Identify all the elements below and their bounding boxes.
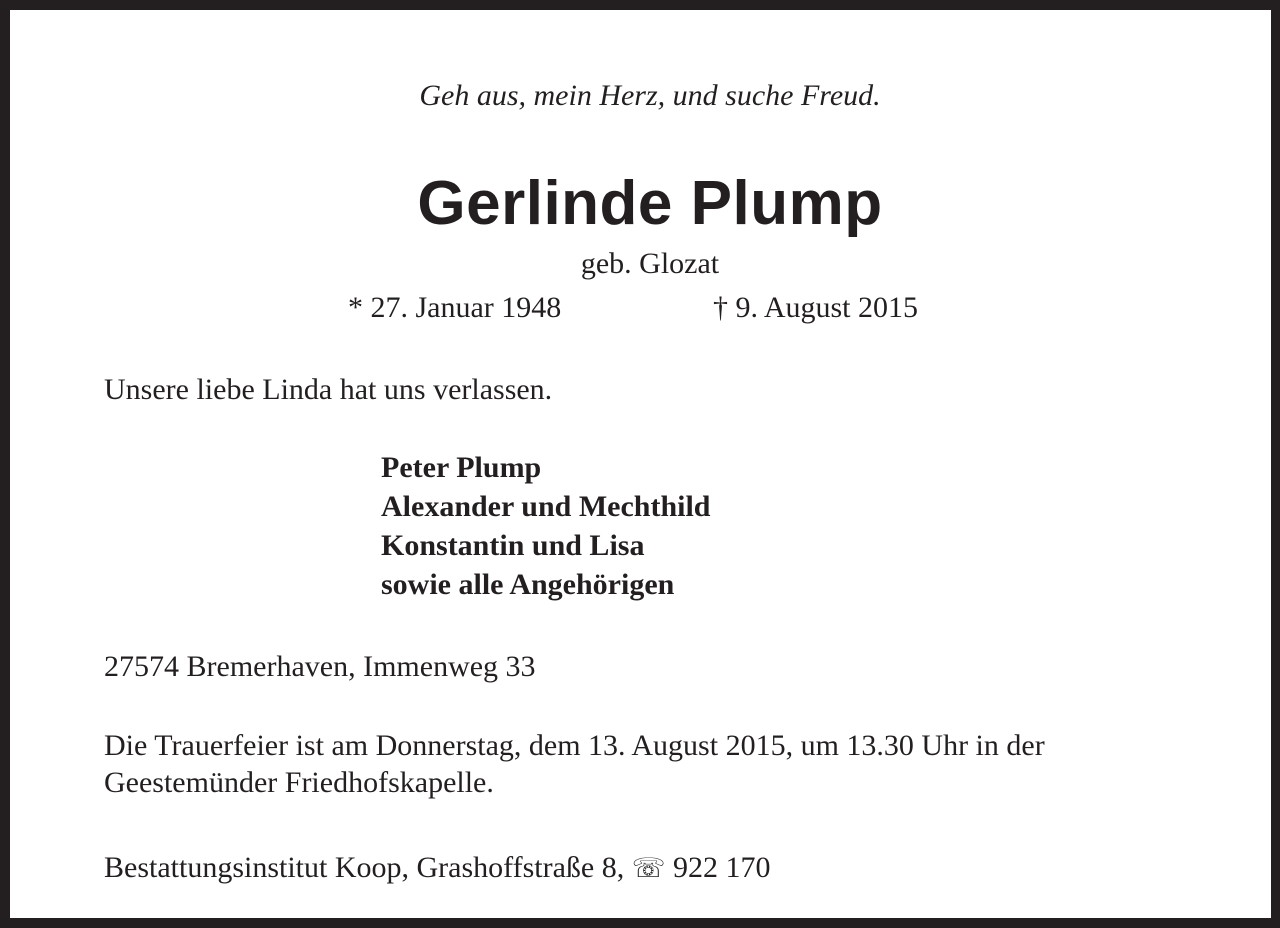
mourners-list [381, 448, 711, 604]
birth-date: * 27. Januar 1948 [348, 291, 562, 324]
mourner-name: Peter Plump [381, 451, 542, 484]
intro-text: Unsere liebe Linda hat uns verlassen. [104, 373, 553, 406]
phone-number: 922 170 [673, 851, 771, 884]
telephone-icon: ☏ [631, 853, 666, 884]
motto-quote: Geh aus, mein Herz, und suche Freud. [419, 79, 881, 112]
mourner-name: Alexander und Mechthild [381, 490, 711, 523]
undertaker-name-address: Bestattungsinstitut Koop, Grashoffstraße 8, [104, 851, 625, 884]
family-address: 27574 Bremerhaven, Immenweg 33 [104, 650, 536, 683]
deceased-name: Gerlinde Plump [417, 169, 883, 238]
mourner-name: Konstantin und Lisa [381, 529, 645, 562]
maiden-name: geb. Glozat [580, 247, 720, 280]
undertaker-info [104, 848, 771, 889]
service-line: Geestemünder Friedhofskapelle. [104, 766, 494, 799]
service-line: Die Trauerfeier ist am Donnerstag, dem 13. August 2015, um 13.30 Uhr in der [104, 729, 1045, 762]
funeral-service-info [104, 727, 1224, 801]
death-date: † 9. August 2015 [713, 291, 919, 324]
mourner-name: sowie alle Angehörigen [381, 568, 675, 601]
